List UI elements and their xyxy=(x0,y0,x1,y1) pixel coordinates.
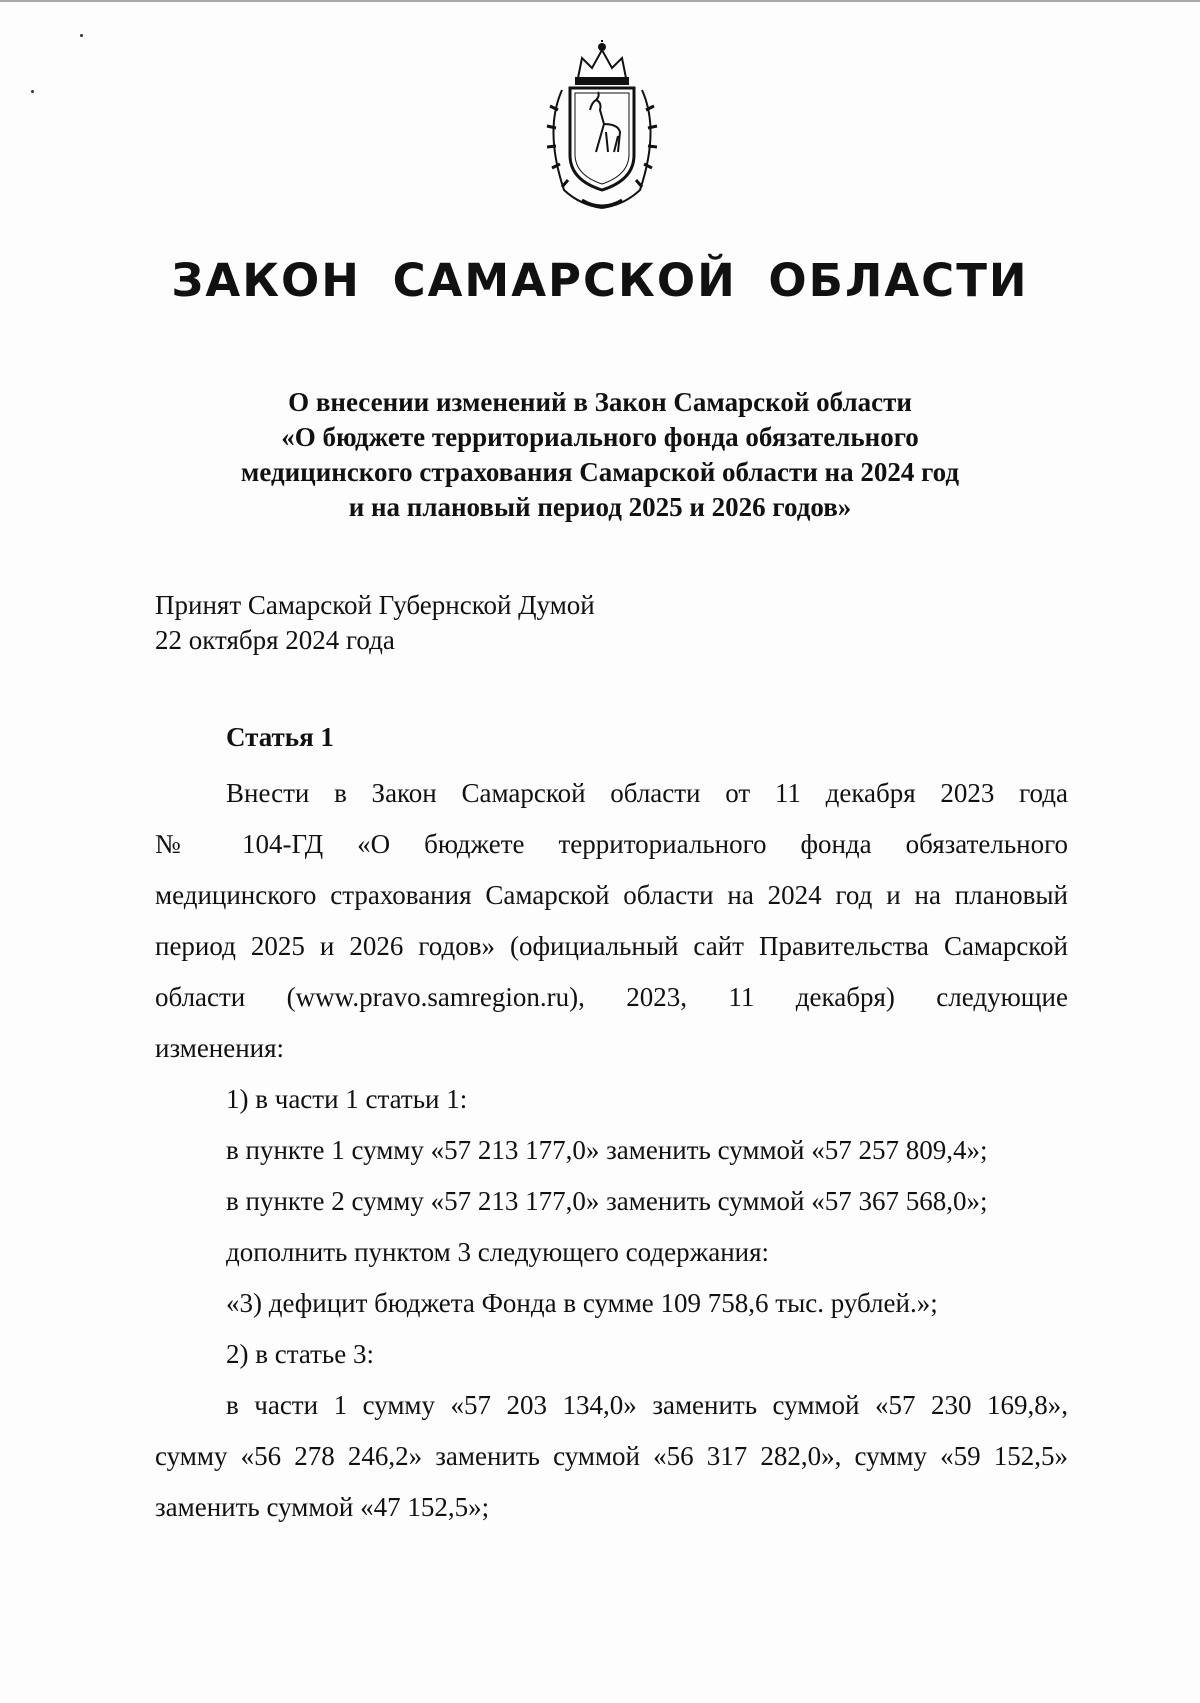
body-line: № 104-ГД «О бюджете территориального фонда обязательного xyxy=(155,829,1068,859)
body-line: в пункте 1 сумму «57 213 177,0» заменить суммой «57 257 809,4»; xyxy=(226,1135,988,1165)
body-line: изменения: xyxy=(155,1033,285,1063)
adoption-note xyxy=(155,588,595,658)
body-line: Внести в Закон Самарской области от 11 декабря 2023 года xyxy=(226,778,1068,808)
article-heading: Статья 1 xyxy=(226,722,334,752)
adoption-line: Принят Самарской Губернской Думой xyxy=(155,590,595,620)
body-line: 1) в части 1 статьи 1: xyxy=(226,1084,468,1114)
body-line: заменить суммой «47 152,5»; xyxy=(155,1492,490,1522)
document-title: ЗАКОН САМАРСКОЙ ОБЛАСТИ xyxy=(171,254,1029,307)
subtitle-line: и на плановый период 2025 и 2026 годов» xyxy=(348,492,852,522)
body-line: 2) в статье 3: xyxy=(226,1339,374,1369)
scan-speck xyxy=(31,90,34,93)
body-line: период 2025 и 2026 годов» (официальный сайт Правительства Самарской xyxy=(155,931,1068,961)
body-line: в части 1 сумму «57 203 134,0» заменить суммой «57 230 169,8», xyxy=(226,1390,1068,1420)
scan-edge xyxy=(0,0,1200,2)
subtitle-line: медицинского страхования Самарской области на 2024 год xyxy=(240,457,960,487)
adoption-date: 22 октября 2024 года xyxy=(155,625,395,655)
article-body xyxy=(155,768,1068,1533)
body-line: медицинского страхования Самарской области на 2024 год и на плановый xyxy=(155,880,1068,910)
samara-coat-of-arms-icon xyxy=(520,40,685,215)
body-line: области (www.pravo.samregion.ru), 2023, 11 декабря) следующие xyxy=(155,982,1068,1012)
body-line: сумму «56 278 246,2» заменить суммой «56 317 282,0», сумму «59 152,5» xyxy=(155,1441,1068,1471)
body-line: «3) дефицит бюджета Фонда в сумме 109 758,6 тыс. рублей.»; xyxy=(226,1288,938,1318)
scan-speck xyxy=(80,34,83,37)
body-line: в пункте 2 сумму «57 213 177,0» заменить суммой «57 367 568,0»; xyxy=(226,1186,988,1216)
subtitle-line: «О бюджете территориального фонда обязательного xyxy=(281,422,919,452)
law-subtitle xyxy=(150,385,1050,525)
body-line: дополнить пунктом 3 следующего содержания: xyxy=(226,1237,770,1267)
subtitle-line: О внесении изменений в Закон Самарской области xyxy=(288,387,912,417)
